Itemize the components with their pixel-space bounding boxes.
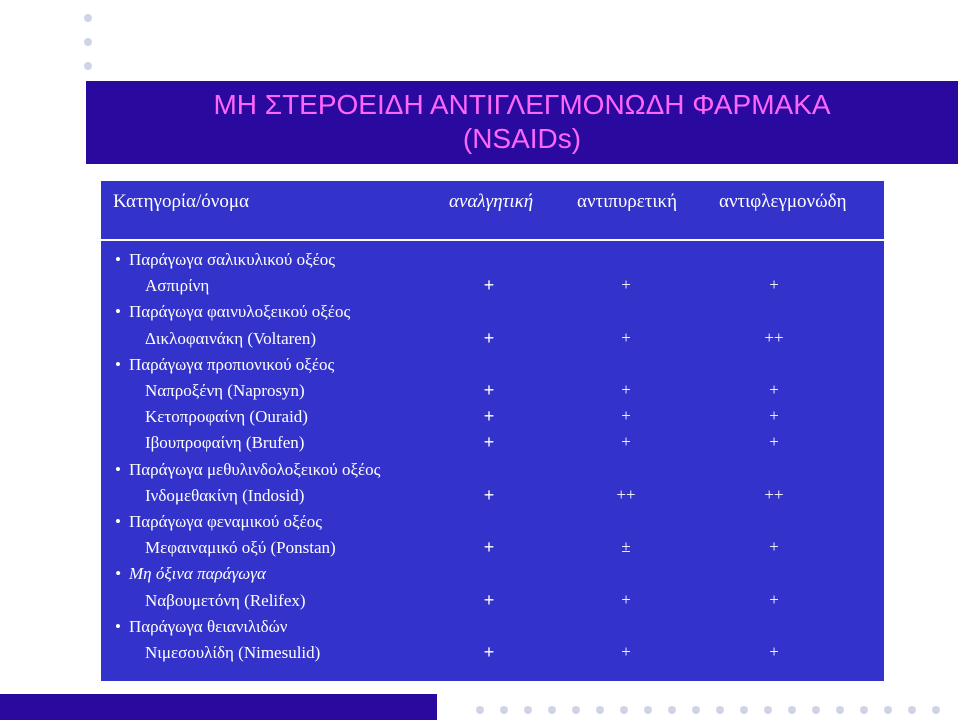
analgesic-mark: + [483,432,495,452]
antiinflammatory-mark: + [769,432,779,451]
antipyretic-mark: + [621,406,631,425]
group-heading: • Παράγωγα σαλικυλικού οξέος [129,250,335,270]
drug-name: Νιμεσουλίδη (Nimesulid) [145,643,321,662]
group-heading: • Παράγωγα φαινυλοξεικού οξέος [129,302,350,322]
group-heading: • Παράγωγα μεθυλινδολοξεικού οξέος [129,460,380,480]
antipyretic-mark: + [621,380,631,399]
decor-dot [644,706,652,714]
antiinflammatory-mark: + [769,537,779,556]
header-divider [101,239,884,241]
decor-dot [548,706,556,714]
decor-dot [764,706,772,714]
antipyretic-mark: + [621,275,631,294]
antipyretic-mark: + [621,432,631,451]
drug-name: Κετοπροφαίνη (Ouraid) [145,407,308,426]
decor-dot [572,706,580,714]
analgesic-mark: + [483,642,495,662]
analgesic-mark: + [483,380,495,400]
drug-name: Ιβουπροφαίνη (Brufen) [145,433,305,452]
slide-title: ΜΗ ΣΤΕΡΟΕΙΔΗ ΑΝΤΙΓΛΕΓΜΟΝΩΔΗ ΦΑΡΜΑΚΑ [213,89,831,120]
decor-dot [836,706,844,714]
decor-dot [84,14,92,22]
slide-subtitle: (NSAIDs) [462,123,582,154]
decor-dot [740,706,748,714]
decor-dot [692,706,700,714]
header-antiinflammatory: αντιφλεγμονώδη [719,191,847,212]
decor-dot [596,706,604,714]
decor-dot [884,706,892,714]
group-heading: • Παράγωγα φεναμικού οξέος [129,512,322,532]
title-band [86,81,958,164]
drug-name: Ναπροξένη (Naprosyn) [145,381,305,400]
drug-name: Ινδομεθακίνη (Indosid) [145,486,305,505]
analgesic-mark: + [483,590,495,610]
decor-dot [932,706,940,714]
drug-name: Δικλοφαινάκη (Voltaren) [145,329,317,348]
decor-dot [500,706,508,714]
antiinflammatory-mark: + [769,642,779,661]
antiinflammatory-mark: + [769,275,779,294]
decor-dot [908,706,916,714]
decor-dot [476,706,484,714]
decor-dot [812,706,820,714]
header-analgesic: αναλγητική [449,191,534,212]
analgesic-mark: + [483,537,495,557]
antipyretic-mark: + [621,642,631,661]
header-category: Κατηγορία/όνομα [113,191,249,212]
group-heading: • Μη όξινα παράγωγα [129,564,266,584]
decor-dot [860,706,868,714]
antipyretic-mark: + [621,590,631,609]
antipyretic-mark: + [621,328,631,347]
analgesic-mark: + [483,328,495,348]
decor-dot [788,706,796,714]
analgesic-mark: + [483,275,495,295]
header-antipyretic: αντιπυρετική [577,191,678,212]
analgesic-mark: + [483,485,495,505]
group-heading: • Παράγωγα προπιονικού οξέος [129,355,334,375]
drug-name: Ναβουμετόνη (Relifex) [145,591,306,610]
decor-dot [84,38,92,46]
antiinflammatory-mark: + [769,406,779,425]
decor-dot [620,706,628,714]
footer-band [0,694,437,720]
decor-dot [524,706,532,714]
antiinflammatory-mark: ++ [764,328,784,347]
antiinflammatory-mark: ++ [764,485,784,504]
drug-name: Ασπιρίνη [145,276,210,295]
analgesic-mark: + [483,406,495,426]
decor-dot [668,706,676,714]
antiinflammatory-mark: + [769,380,779,399]
antipyretic-mark: ++ [616,485,636,504]
drug-name: Μεφαιναμικό οξύ (Ponstan) [145,538,336,557]
antiinflammatory-mark: + [769,590,779,609]
decor-dot [716,706,724,714]
decor-dot [84,62,92,70]
group-heading: • Παράγωγα θειανιλιδών [129,617,287,637]
antipyretic-mark: ± [621,537,631,556]
